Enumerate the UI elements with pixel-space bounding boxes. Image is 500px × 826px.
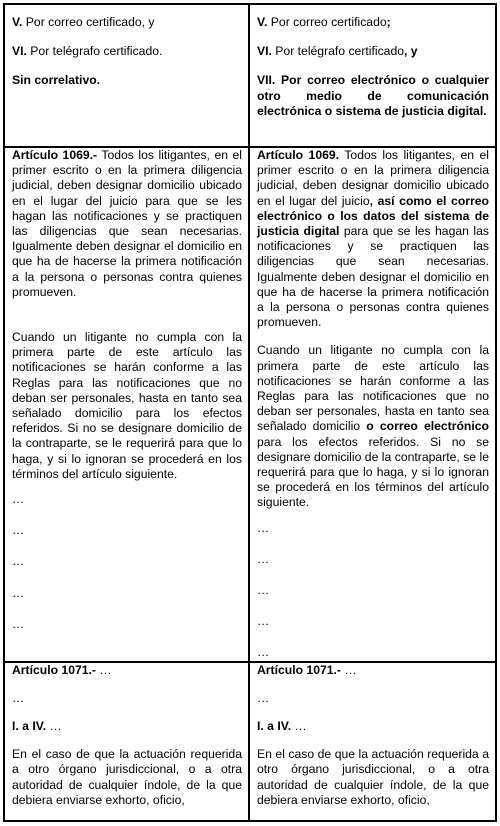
ellipsis: … — [257, 583, 270, 598]
fractions-i-iv: I. a IV. … — [12, 719, 62, 734]
fraction-vi-current: VI. Por telégrafo certificado. — [12, 44, 163, 59]
article-1071-current-text: En el caso de que la actuación requerida a otro órgano jurisdiccional, o a otra autoridad de cualquier índole, de la que debiera enviarse exhorto, oficio, — [12, 747, 242, 807]
table-row — [4, 4, 496, 147]
article-1071-current-heading: Artículo 1071.- … — [12, 662, 112, 677]
fraction-text: Por telégrafo certificado, y — [275, 44, 418, 59]
article-1069-current-p2: Cuando un litigante no cumpla con la primera parte de este artículo las notificaciones se harán conforme a las Reglas para las notificaciones que no deban ser personales, hasta en tanto sea señalado domicilio para los efectos referidos. Si no se designare domicilio de la contraparte, se le requerirá para que lo haga, y si lo ignoran se procederá en los términos del artículo siguiente. — [12, 330, 242, 481]
fraction-vii-proposed: VII. Por correo electrónico o cualquier otro medio de comunicación electrónica o sistema de justicia digital. — [257, 73, 489, 118]
fraction-text: Por telégrafo certificado. — [30, 44, 163, 59]
fraction-v-current: V. Por correo certificado, y — [12, 15, 155, 29]
fraction-v-proposed: V. Por correo certificado; — [257, 15, 391, 29]
table-row — [4, 662, 496, 821]
ellipsis: … — [12, 554, 25, 569]
ellipsis: … — [12, 616, 25, 631]
article-1069-proposed-p1: Artículo 1069. Todos los litigantes, en el primer escrito o en la primera diligencia judicial, deben designar domicilio ubicado en el lugar del juicio, así como el correo electrónico o los datos del sistema de justicia digital para que se les hagan las notificaciones y se practiquen las diligencias que sean necesarias. Igualmente deben designar el domicilio en que ha de hacerse la primera notificación a la persona o personas contra quienes promueven. — [257, 148, 489, 330]
left-cell-fractions — [4, 4, 249, 147]
ellipsis: … — [12, 492, 25, 507]
ellipsis: … — [12, 585, 25, 600]
ellipsis: … — [257, 645, 270, 660]
left-cell-article-1069 — [4, 147, 249, 662]
article-1071-proposed-heading: Artículo 1071.- … — [257, 662, 357, 677]
right-cell-article-1071 — [249, 662, 496, 821]
ellipsis: … — [12, 690, 25, 705]
ellipsis: … — [257, 520, 270, 535]
fractions-i-iv: I. a IV. … — [257, 719, 307, 734]
ellipsis: … — [257, 614, 270, 629]
right-cell-fractions — [249, 4, 496, 147]
comparison-table — [3, 3, 497, 822]
article-1069-current-p1: Artículo 1069.- Todos los litigantes, en el primer escrito o en la primera diligencia judicial, deben designar domicilio ubicado en el lugar del juicio para que se les hagan las notificaciones y se practiquen las diligencias que sean necesarias. Igualmente deben designar el domicilio en que ha de hacerse la primera notificación a la persona o personas contra quienes promueven. — [12, 148, 242, 299]
article-1071-proposed-text: En el caso de que la actuación requerida a otro órgano jurisdiccional, o a otra autoridad de cualquier índole, de la que debiera enviarse exhorto, oficio, — [257, 747, 489, 807]
ellipsis: … — [257, 551, 270, 566]
ellipsis-list — [12, 492, 242, 632]
left-cell-article-1071 — [4, 662, 249, 821]
fraction-vi-proposed: VI. Por telégrafo certificado, y — [257, 44, 418, 59]
right-cell-article-1069 — [249, 147, 496, 662]
fraction-text: Por correo certificado, y — [25, 15, 155, 29]
article-1069-proposed-p2: Cuando un litigante no cumpla con la primera parte de este artículo las notificaciones se harán conforme a las Reglas para las notificaciones que no deban ser personales, hasta en tanto sea señalado domicilio o correo electrónico para los efectos referidos. Si no se designare domicilio de la contraparte, se le requerirá para que lo haga, y si lo ignoran se procederá en los términos del artículo siguiente. — [257, 343, 489, 510]
ellipsis: … — [257, 690, 270, 705]
ellipsis-list — [257, 521, 489, 661]
fraction-text: Por correo certificado; — [270, 15, 391, 29]
no-correlative-note: Sin correlativo. — [12, 73, 101, 88]
ellipsis: … — [12, 523, 25, 538]
table-row — [4, 147, 496, 662]
